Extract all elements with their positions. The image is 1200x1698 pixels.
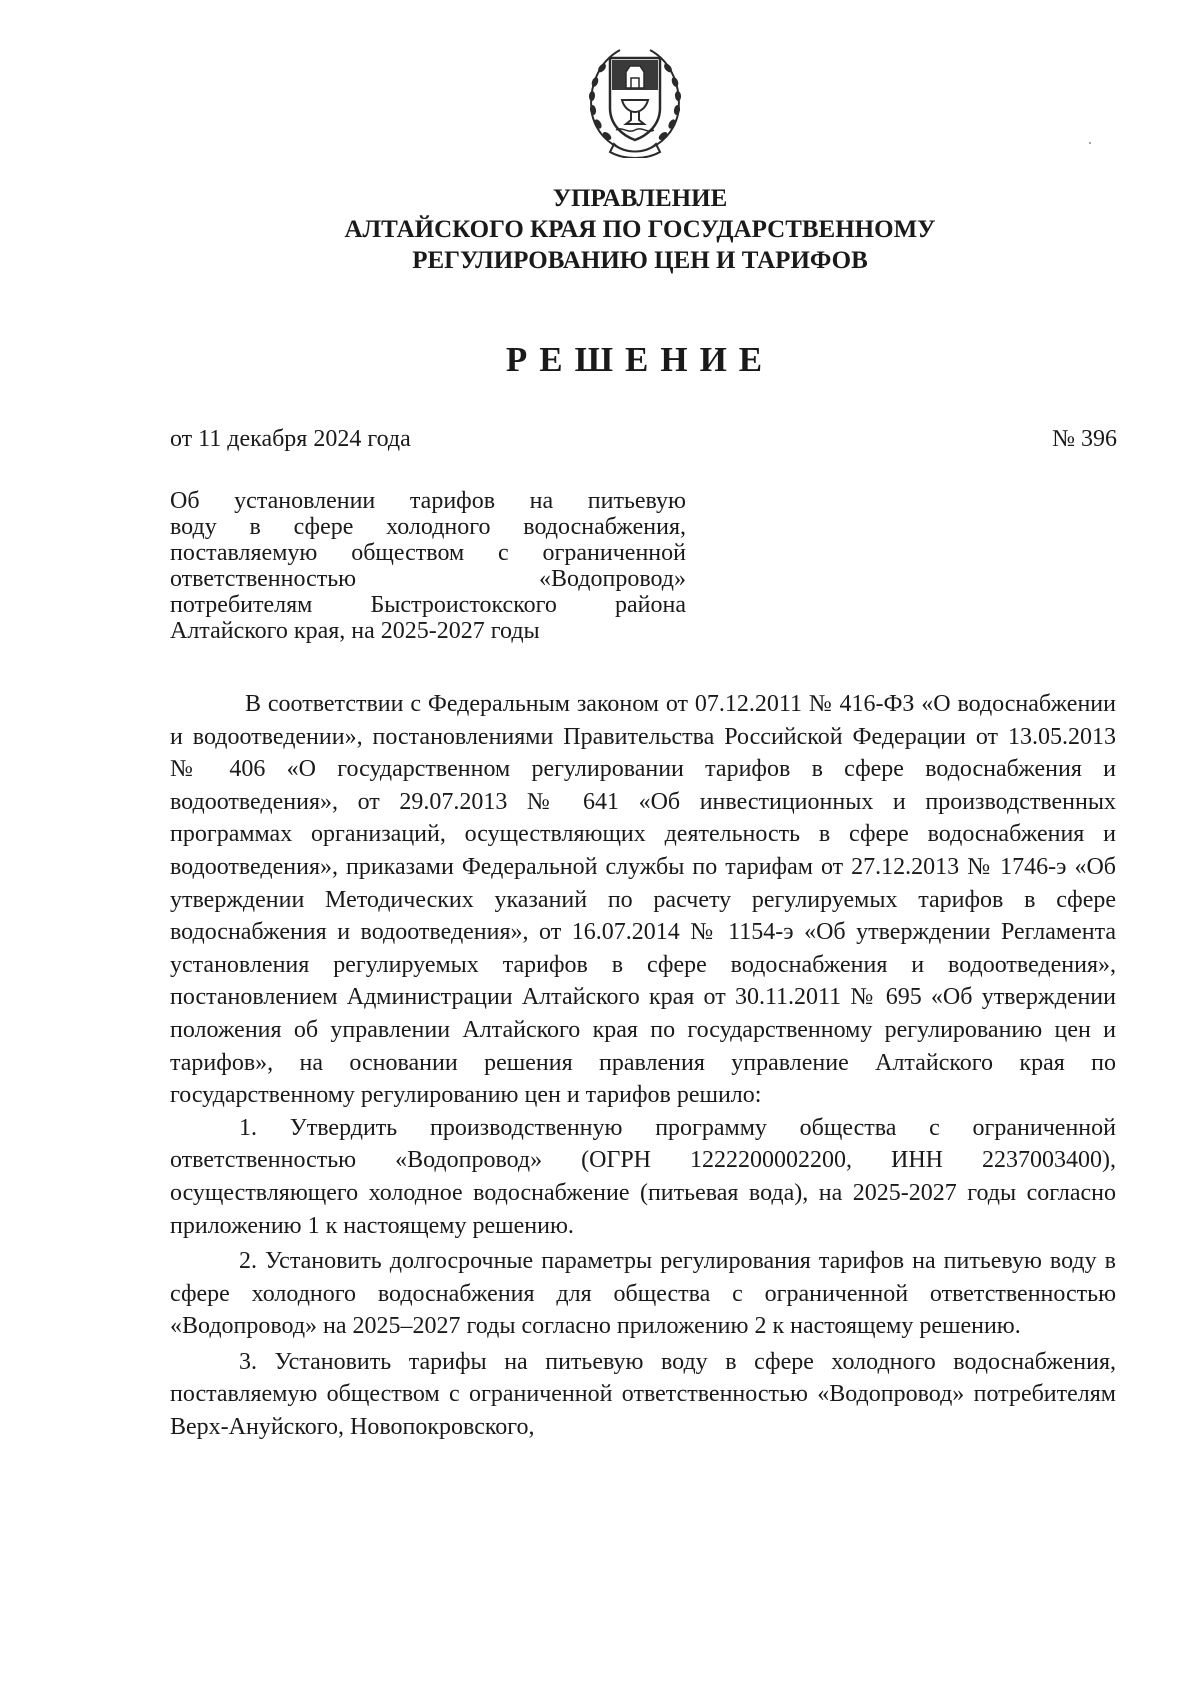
document-body	[170, 688, 1116, 1444]
document-date: от 11 декабря 2024 года	[170, 426, 411, 452]
resolution-item-1: 1. Утвердить производственную программу общества с ограниченной ответственностью «Водопровод» (ОГРН 1222200002200, ИНН 2237003400), осуществляющего холодное водоснабжение (питьевая вода), на 2025-2027 годы согласно приложению 1 к настоящему решению.	[170, 1114, 1116, 1239]
agency-line: РЕГУЛИРОВАНИЮ ЦЕН И ТАРИФОВ	[412, 247, 868, 274]
coat-of-arms-icon	[580, 36, 690, 158]
agency-name	[180, 183, 1100, 276]
scan-speck	[1089, 142, 1091, 144]
subject-line: Об установлении тарифов на питьевую	[170, 488, 686, 514]
subject-line: воду в сфере холодного водоснабжения,	[170, 514, 686, 540]
document-number: № 396	[1052, 426, 1117, 452]
resolution-item-2: 2. Установить долгосрочные параметры регулирования тарифов на питьевую воду в сфере холодного водоснабжения для общества с ограниченной ответственностью «Водопровод» на 2025–2027 годы согласно приложению 2 к настоящему решению.	[170, 1248, 1116, 1340]
document-type-title: РЕШЕНИЕ	[505, 340, 775, 379]
subject-line: поставляемую обществом с ограниченной	[170, 540, 686, 566]
subject-line: ответственностью «Водопровод»	[170, 566, 686, 592]
agency-line: АЛТАЙСКОГО КРАЯ ПО ГОСУДАРСТВЕННОМУ	[344, 216, 936, 243]
document-subject	[170, 488, 686, 644]
subject-line: потребителям Быстроистокского района	[170, 592, 686, 618]
preamble-paragraph: В соответствии с Федеральным законом от 07.12.2011 № 416-ФЗ «О водоснабжении и водоотведении», постановлениями Правительства Российской Федерации от 13.05.2013 № 406 «О государственном регулировании тарифов в сфере водоснабжения и водоотведения», от 29.07.2013 № 641 «Об инвестиционных и производственных программах организаций, осуществляющих деятельность в сфере водоснабжения и водоотведения», приказами Федеральной службы по тарифам от 27.12.2013 № 1746-э «Об утверждении Методических указаний по расчету регулируемых тарифов в сфере водоснабжения и водоотведения», от 16.07.2014 № 1154-э «Об утверждении Регламента установления регулируемых тарифов в сфере водоснабжения и водоотведения», постановлением Администрации Алтайского края от 30.11.2011 № 695 «Об утверждении положения об управлении Алтайского края по государственному регулированию цен и тарифов», на основании решения правления управление Алтайского края по государственному регулированию цен и тарифов решило:	[170, 691, 1116, 1109]
agency-line: УПРАВЛЕНИЕ	[552, 185, 728, 212]
subject-line: Алтайского края, на 2025-2027 годы	[170, 618, 540, 644]
resolution-item-3: 3. Установить тарифы на питьевую воду в сфере холодного водоснабжения, поставляемую обществом с ограниченной ответственностью «Водопровод» потребителям Верх-Ануйского, Новопокровского,	[170, 1348, 1116, 1441]
